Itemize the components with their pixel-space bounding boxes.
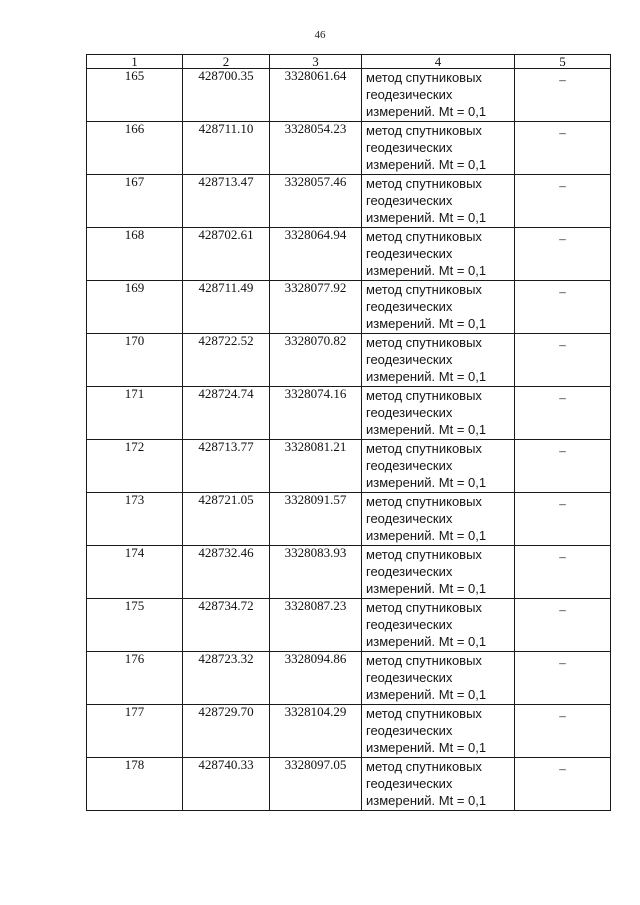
- method-cell: [362, 228, 515, 281]
- method-line: геодезических: [366, 246, 453, 261]
- point-number: 169: [87, 281, 183, 334]
- note-cell: [515, 705, 611, 758]
- method-line: геодезических: [366, 776, 453, 791]
- table-row: [87, 493, 611, 546]
- method-line: метод спутниковых: [366, 600, 482, 615]
- method-line: метод спутниковых: [366, 547, 482, 562]
- method-line: измерений. Mt = 0,1: [366, 793, 487, 808]
- x-coordinate: 428722.52: [183, 334, 270, 387]
- note-dash: –: [559, 284, 566, 299]
- method-line: геодезических: [366, 405, 453, 420]
- method-line: измерений. Mt = 0,1: [366, 104, 487, 119]
- method-cell: [362, 69, 515, 122]
- method-line: измерений. Mt = 0,1: [366, 634, 487, 649]
- point-number: 173: [87, 493, 183, 546]
- method-line: метод спутниковых: [366, 335, 482, 350]
- note-cell: [515, 599, 611, 652]
- method-line: измерений. Mt = 0,1: [366, 475, 487, 490]
- note-dash: –: [559, 72, 566, 87]
- method-cell: [362, 175, 515, 228]
- note-dash: –: [559, 655, 566, 670]
- method-cell: [362, 122, 515, 175]
- method-cell: [362, 652, 515, 705]
- x-coordinate: 428723.32: [183, 652, 270, 705]
- method-cell: [362, 334, 515, 387]
- method-cell: [362, 387, 515, 440]
- note-dash: –: [559, 125, 566, 140]
- y-coordinate: 3328057.46: [270, 175, 362, 228]
- method-cell: [362, 599, 515, 652]
- note-cell: [515, 493, 611, 546]
- table-row: [87, 440, 611, 493]
- table-body: [87, 69, 611, 811]
- table-row: [87, 334, 611, 387]
- table-row: [87, 652, 611, 705]
- table-row: [87, 175, 611, 228]
- y-coordinate: 3328054.23: [270, 122, 362, 175]
- point-number: 171: [87, 387, 183, 440]
- note-cell: [515, 281, 611, 334]
- note-dash: –: [559, 761, 566, 776]
- table-row: [87, 758, 611, 811]
- header-col-3: 3: [270, 55, 362, 69]
- point-number: 174: [87, 546, 183, 599]
- x-coordinate: 428711.49: [183, 281, 270, 334]
- x-coordinate: 428732.46: [183, 546, 270, 599]
- y-coordinate: 3328070.82: [270, 334, 362, 387]
- method-line: геодезических: [366, 458, 453, 473]
- note-cell: [515, 652, 611, 705]
- method-line: измерений. Mt = 0,1: [366, 316, 487, 331]
- method-line: метод спутниковых: [366, 441, 482, 456]
- method-cell: [362, 705, 515, 758]
- y-coordinate: 3328097.05: [270, 758, 362, 811]
- header-row: [87, 55, 611, 69]
- point-number: 166: [87, 122, 183, 175]
- method-cell: [362, 546, 515, 599]
- y-coordinate: 3328104.29: [270, 705, 362, 758]
- point-number: 177: [87, 705, 183, 758]
- header-col-1: 1: [87, 55, 183, 69]
- method-line: метод спутниковых: [366, 282, 482, 297]
- point-number: 165: [87, 69, 183, 122]
- table-row: [87, 599, 611, 652]
- note-cell: [515, 440, 611, 493]
- page-number: 46: [314, 29, 326, 41]
- table-row: [87, 387, 611, 440]
- y-coordinate: 3328074.16: [270, 387, 362, 440]
- method-cell: [362, 493, 515, 546]
- y-coordinate: 3328083.93: [270, 546, 362, 599]
- note-dash: –: [559, 178, 566, 193]
- note-dash: –: [559, 602, 566, 617]
- y-coordinate: 3328087.23: [270, 599, 362, 652]
- point-number: 178: [87, 758, 183, 811]
- y-coordinate: 3328081.21: [270, 440, 362, 493]
- point-number: 176: [87, 652, 183, 705]
- y-coordinate: 3328077.92: [270, 281, 362, 334]
- note-dash: –: [559, 231, 566, 246]
- note-cell: [515, 546, 611, 599]
- point-number: 172: [87, 440, 183, 493]
- header-col-4: 4: [362, 55, 515, 69]
- table-row: [87, 705, 611, 758]
- method-line: метод спутниковых: [366, 229, 482, 244]
- x-coordinate: 428702.61: [183, 228, 270, 281]
- x-coordinate: 428729.70: [183, 705, 270, 758]
- method-line: измерений. Mt = 0,1: [366, 157, 487, 172]
- table-header: [87, 55, 611, 69]
- note-cell: [515, 758, 611, 811]
- method-line: геодезических: [366, 723, 453, 738]
- note-cell: [515, 69, 611, 122]
- method-line: геодезических: [366, 352, 453, 367]
- method-line: измерений. Mt = 0,1: [366, 528, 487, 543]
- method-cell: [362, 758, 515, 811]
- header-col-2: 2: [183, 55, 270, 69]
- x-coordinate: 428700.35: [183, 69, 270, 122]
- method-line: метод спутниковых: [366, 653, 482, 668]
- method-line: измерений. Mt = 0,1: [366, 422, 487, 437]
- coordinates-table: [86, 54, 611, 811]
- table-row: [87, 122, 611, 175]
- table-row: [87, 546, 611, 599]
- point-number: 175: [87, 599, 183, 652]
- point-number: 168: [87, 228, 183, 281]
- method-line: измерений. Mt = 0,1: [366, 740, 487, 755]
- method-line: метод спутниковых: [366, 70, 482, 85]
- x-coordinate: 428711.10: [183, 122, 270, 175]
- method-line: метод спутниковых: [366, 123, 482, 138]
- method-line: метод спутниковых: [366, 706, 482, 721]
- y-coordinate: 3328061.64: [270, 69, 362, 122]
- x-coordinate: 428713.47: [183, 175, 270, 228]
- y-coordinate: 3328091.57: [270, 493, 362, 546]
- point-number: 170: [87, 334, 183, 387]
- method-cell: [362, 281, 515, 334]
- method-line: измерений. Mt = 0,1: [366, 263, 487, 278]
- note-dash: –: [559, 443, 566, 458]
- method-line: геодезических: [366, 564, 453, 579]
- header-col-5: 5: [515, 55, 611, 69]
- method-line: измерений. Mt = 0,1: [366, 369, 487, 384]
- method-line: геодезических: [366, 617, 453, 632]
- method-line: геодезических: [366, 193, 453, 208]
- note-dash: –: [559, 496, 566, 511]
- method-line: геодезических: [366, 140, 453, 155]
- note-cell: [515, 387, 611, 440]
- note-dash: –: [559, 390, 566, 405]
- x-coordinate: 428713.77: [183, 440, 270, 493]
- method-line: измерений. Mt = 0,1: [366, 687, 487, 702]
- y-coordinate: 3328094.86: [270, 652, 362, 705]
- note-cell: [515, 228, 611, 281]
- method-line: геодезических: [366, 87, 453, 102]
- table-row: [87, 228, 611, 281]
- x-coordinate: 428721.05: [183, 493, 270, 546]
- note-dash: –: [559, 549, 566, 564]
- table-row: [87, 281, 611, 334]
- x-coordinate: 428740.33: [183, 758, 270, 811]
- point-number: 167: [87, 175, 183, 228]
- method-line: метод спутниковых: [366, 388, 482, 403]
- method-line: измерений. Mt = 0,1: [366, 210, 487, 225]
- note-dash: –: [559, 337, 566, 352]
- note-cell: [515, 122, 611, 175]
- method-line: геодезических: [366, 670, 453, 685]
- note-cell: [515, 175, 611, 228]
- method-line: метод спутниковых: [366, 176, 482, 191]
- method-cell: [362, 440, 515, 493]
- table-row: [87, 69, 611, 122]
- y-coordinate: 3328064.94: [270, 228, 362, 281]
- method-line: геодезических: [366, 511, 453, 526]
- method-line: измерений. Mt = 0,1: [366, 581, 487, 596]
- note-dash: –: [559, 708, 566, 723]
- method-line: метод спутниковых: [366, 494, 482, 509]
- method-line: геодезических: [366, 299, 453, 314]
- x-coordinate: 428724.74: [183, 387, 270, 440]
- method-line: метод спутниковых: [366, 759, 482, 774]
- note-cell: [515, 334, 611, 387]
- x-coordinate: 428734.72: [183, 599, 270, 652]
